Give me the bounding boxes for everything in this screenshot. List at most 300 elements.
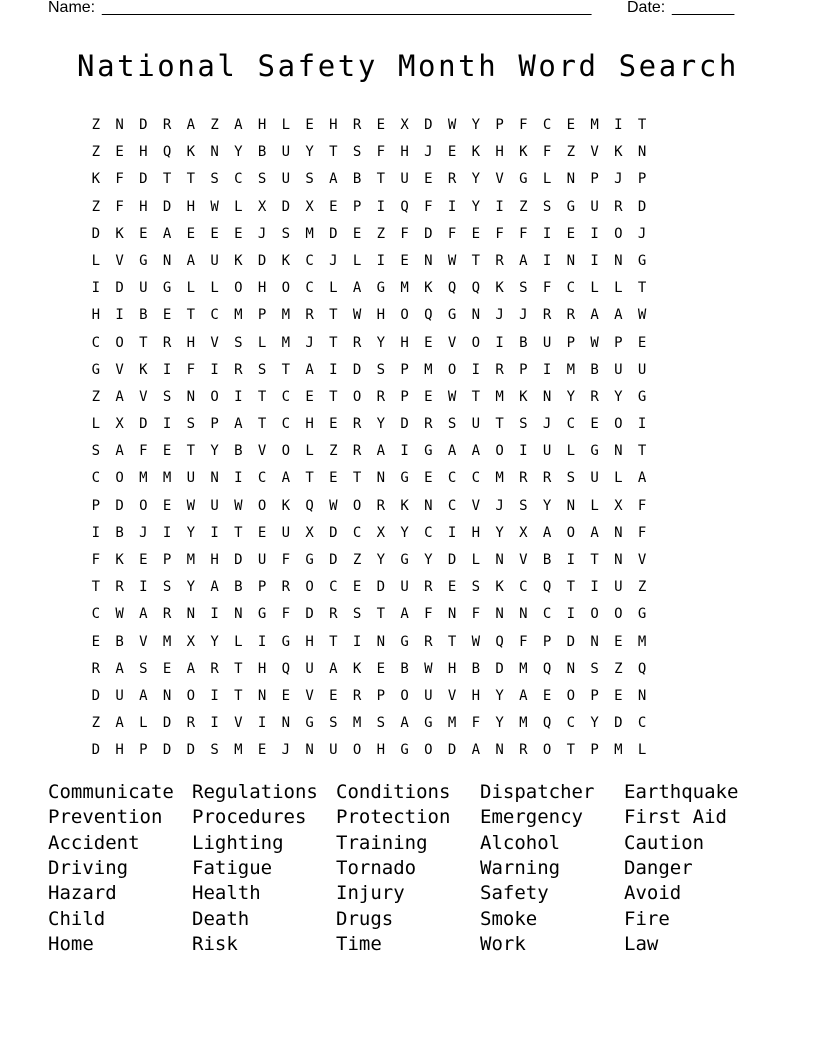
grid-letter: U (542, 334, 552, 351)
grid-letter: E (257, 524, 267, 541)
word-list-item: Child (48, 907, 106, 930)
grid-letter: O (447, 361, 457, 378)
word-list (48, 780, 768, 960)
grid-row (84, 548, 654, 575)
grid-letter: T (637, 117, 647, 133)
grid-letter: X (115, 416, 124, 433)
grid-letter: N (234, 606, 243, 623)
grid-letter: R (590, 388, 599, 405)
grid-letter: G (400, 742, 409, 759)
grid-letter: Z (519, 198, 528, 215)
grid-letter: V (257, 443, 267, 460)
grid-letter: A (234, 416, 243, 433)
grid-letter: X (614, 497, 623, 514)
grid-letter: T (471, 388, 481, 405)
grid-letter: N (210, 144, 219, 161)
grid-letter: C (566, 416, 576, 433)
grid-letter: A (115, 660, 124, 677)
word-list-item: Conditions (336, 781, 451, 803)
grid-letter: D (424, 117, 433, 133)
grid-letter: L (590, 280, 599, 297)
grid-letter: O (495, 443, 504, 460)
grid-letter: N (566, 252, 576, 269)
grid-letter: G (400, 470, 409, 487)
grid-letter: C (234, 171, 243, 188)
grid-letter: O (614, 606, 623, 623)
grid-letter: Z (352, 552, 362, 568)
grid-letter: M (162, 470, 172, 487)
word-list-item: First Aid (624, 806, 727, 829)
grid-letter: Y (234, 144, 243, 161)
grid-letter: D (329, 552, 338, 568)
grid-letter: N (614, 252, 623, 269)
grid-letter: A (614, 307, 623, 324)
grid-letter: O (352, 497, 362, 514)
grid-letter: F (281, 606, 291, 623)
grid-letter: F (281, 552, 291, 568)
word-list-item: Risk (192, 932, 238, 955)
grid-letter: S (566, 470, 576, 487)
grid-letter: T (329, 388, 338, 405)
grid-row (84, 494, 654, 521)
grid-letter: N (495, 606, 504, 623)
grid-letter: E (281, 687, 291, 704)
grid-letter: F (376, 144, 386, 161)
grid-letter: E (162, 660, 172, 677)
grid-letter: T (376, 606, 386, 623)
grid-letter: U (614, 361, 623, 378)
grid-letter: E (305, 388, 314, 405)
grid-letter: I (210, 361, 219, 378)
grid-letter: P (519, 361, 528, 378)
grid-letter: I (614, 117, 623, 133)
grid-letter: Q (542, 660, 552, 677)
grid-letter: Y (210, 633, 219, 650)
grid-letter: Q (305, 497, 314, 514)
grid-letter: A (115, 443, 124, 460)
grid-letter: E (614, 633, 623, 650)
grid-letter: C (329, 579, 338, 596)
grid-letter: V (305, 687, 314, 704)
grid-letter: M (281, 307, 291, 324)
grid-letter: Y (614, 388, 623, 405)
grid-row (84, 303, 654, 330)
grid-letter: C (566, 715, 576, 732)
grid-letter: V (210, 334, 219, 351)
grid-letter: T (305, 470, 314, 487)
grid-letter: R (566, 307, 576, 324)
grid-letter: R (186, 715, 196, 732)
grid-letter: Y (376, 334, 386, 351)
grid-letter: R (376, 388, 386, 405)
grid-letter: G (590, 443, 599, 460)
grid-letter: N (471, 307, 481, 324)
grid-letter: R (281, 579, 291, 596)
grid-letter: R (162, 606, 172, 623)
grid-letter: K (614, 144, 623, 161)
grid-row (84, 195, 654, 222)
grid-letter: B (352, 171, 362, 188)
grid-letter: H (91, 307, 101, 324)
grid-letter: E (210, 225, 219, 242)
grid-letter: Q (471, 280, 481, 297)
grid-letter: E (329, 470, 338, 487)
grid-letter: H (210, 552, 219, 568)
grid-letter: N (566, 497, 576, 514)
grid-letter: S (257, 361, 267, 378)
grid-letter: D (115, 497, 124, 514)
grid-letter: N (305, 742, 314, 759)
grid-letter: G (519, 171, 528, 188)
grid-row (84, 684, 654, 711)
grid-letter: F (519, 633, 528, 650)
grid-letter: N (447, 606, 457, 623)
grid-letter: T (471, 252, 481, 269)
grid-letter: J (637, 225, 647, 242)
grid-letter: R (352, 416, 362, 433)
grid-letter: I (495, 334, 504, 351)
grid-letter: S (471, 579, 481, 596)
grid-letter: D (352, 361, 362, 378)
grid-letter: I (566, 552, 576, 568)
grid-letter: Z (91, 144, 101, 161)
grid-letter: I (637, 416, 647, 433)
grid-letter: N (115, 117, 124, 133)
word-list-item: Hazard (48, 882, 117, 905)
grid-letter: K (234, 252, 243, 269)
grid-letter: U (139, 280, 148, 297)
grid-letter: P (590, 171, 599, 188)
grid-letter: E (186, 225, 196, 242)
grid-letter: G (305, 715, 314, 732)
grid-letter: L (614, 280, 623, 297)
word-list-item: Earthquake (624, 781, 739, 803)
grid-letter: D (91, 742, 101, 759)
grid-letter: E (139, 225, 148, 242)
grid-letter: K (91, 171, 101, 188)
grid-letter: J (495, 497, 504, 514)
grid-letter: B (234, 443, 243, 460)
grid-letter: K (519, 388, 528, 405)
grid-letter: G (637, 252, 647, 269)
grid-letter: K (186, 144, 196, 161)
grid-letter: S (257, 171, 267, 188)
grid-letter: Q (542, 715, 552, 732)
grid-letter: D (91, 687, 101, 704)
grid-letter: S (519, 416, 528, 433)
grid-letter: N (566, 660, 576, 677)
grid-letter: C (352, 524, 362, 541)
grid-letter: S (329, 715, 338, 732)
grid-letter: W (590, 334, 599, 351)
grid-letter: E (542, 687, 552, 704)
grid-letter: G (424, 715, 433, 732)
grid-letter: F (447, 225, 457, 242)
grid-letter: H (471, 687, 481, 704)
grid-letter: N (614, 524, 623, 541)
grid-letter: W (637, 307, 647, 324)
grid-letter: N (210, 470, 219, 487)
grid-letter: Z (91, 715, 101, 732)
grid-letter: B (115, 524, 124, 541)
grid-letter: X (519, 524, 528, 541)
word-list-item: Health (192, 882, 261, 905)
grid-letter: Z (566, 144, 576, 161)
grid-letter: E (234, 225, 243, 242)
grid-letter: I (329, 361, 338, 378)
grid-letter: E (352, 579, 362, 596)
grid-letter: U (542, 443, 552, 460)
grid-letter: M (519, 660, 528, 677)
grid-letter: S (519, 497, 528, 514)
word-list-item: Fatigue (192, 856, 273, 879)
grid-letter: H (257, 117, 267, 133)
grid-letter: C (281, 388, 291, 405)
word-list-item: Danger (624, 856, 693, 879)
grid-letter: N (186, 606, 196, 623)
grid-letter: L (566, 443, 576, 460)
grid-letter: W (447, 388, 457, 405)
grid-letter: I (91, 524, 101, 541)
word-list-item: Avoid (624, 882, 682, 905)
grid-letter: E (115, 144, 124, 161)
grid-letter: R (162, 334, 172, 351)
grid-letter: D (162, 715, 172, 732)
word-list-item: Driving (48, 856, 129, 879)
grid-letter: E (162, 307, 172, 324)
grid-letter: I (162, 416, 172, 433)
grid-letter: K (400, 497, 409, 514)
grid-letter: M (162, 633, 172, 650)
word-list-item: Warning (480, 856, 561, 879)
grid-letter: M (424, 361, 433, 378)
grid-letter: V (115, 252, 124, 269)
grid-letter: E (424, 388, 433, 405)
grid-letter: H (186, 334, 196, 351)
grid-letter: I (447, 524, 457, 541)
grid-letter: I (257, 633, 267, 650)
grid-letter: D (115, 280, 124, 297)
grid-letter: H (257, 660, 267, 677)
grid-letter: O (614, 225, 623, 242)
grid-letter: Y (590, 715, 599, 732)
grid-letter: T (234, 524, 243, 541)
grid-letter: Y (495, 687, 504, 704)
grid-letter: N (614, 552, 623, 568)
grid-row (84, 331, 654, 358)
grid-letter: L (281, 117, 291, 133)
grid-letter: O (471, 334, 481, 351)
grid-letter: S (234, 334, 243, 351)
word-list-item: Dispatcher (480, 781, 595, 803)
grid-letter: L (210, 280, 219, 297)
grid-letter: H (305, 416, 314, 433)
grid-letter: I (162, 361, 172, 378)
grid-letter: P (257, 307, 267, 324)
grid-row (84, 521, 654, 548)
grid-letter: F (471, 715, 481, 732)
grid-letter: R (352, 687, 362, 704)
word-list-item: Protection (336, 806, 451, 829)
grid-letter: S (210, 171, 219, 188)
grid-letter: K (495, 280, 504, 297)
grid-letter: U (210, 497, 219, 514)
grid-letter: X (257, 198, 267, 215)
grid-letter: R (495, 252, 504, 269)
grid-letter: D (447, 742, 457, 759)
grid-letter: H (186, 198, 196, 215)
grid-letter: P (162, 552, 172, 568)
grid-letter: L (139, 715, 148, 732)
grid-letter: R (115, 579, 124, 596)
grid-letter: I (210, 687, 219, 704)
grid-letter: F (542, 280, 552, 297)
grid-letter: T (590, 552, 599, 568)
grid-letter: M (495, 470, 504, 487)
grid-letter: W (210, 198, 219, 215)
grid-letter: Y (566, 388, 576, 405)
grid-letter: L (590, 497, 599, 514)
grid-letter: D (376, 579, 386, 596)
grid-letter: T (637, 443, 647, 460)
grid-letter: R (542, 470, 552, 487)
grid-letter: T (329, 307, 338, 324)
grid-letter: E (614, 687, 623, 704)
grid-letter: R (519, 742, 528, 759)
grid-letter: I (234, 470, 243, 487)
grid-letter: O (614, 416, 623, 433)
grid-letter: T (139, 334, 148, 351)
grid-letter: V (139, 388, 148, 405)
grid-letter: O (257, 497, 267, 514)
grid-letter: J (281, 742, 291, 759)
grid-letter: F (637, 497, 647, 514)
grid-letter: H (400, 144, 409, 161)
grid-letter: A (115, 388, 124, 405)
grid-letter: P (614, 334, 623, 351)
grid-row (84, 412, 654, 439)
grid-letter: A (400, 606, 409, 623)
grid-letter: R (519, 470, 528, 487)
grid-letter: D (424, 225, 433, 242)
grid-letter: D (162, 198, 172, 215)
grid-letter: J (424, 144, 433, 161)
grid-letter: E (329, 198, 338, 215)
word-list-item: Time (336, 932, 382, 955)
grid-letter: B (115, 633, 124, 650)
grid-letter: M (400, 280, 409, 297)
grid-letter: G (566, 198, 576, 215)
grid-letter: V (139, 633, 148, 650)
grid-letter: Y (495, 524, 504, 541)
grid-letter: B (400, 660, 409, 677)
grid-letter: L (257, 334, 267, 351)
grid-letter: C (447, 470, 457, 487)
grid-letter: T (329, 633, 338, 650)
grid-letter: E (566, 117, 576, 133)
grid-letter: A (637, 470, 647, 487)
grid-letter: B (139, 307, 148, 324)
grid-letter: A (352, 280, 362, 297)
grid-letter: D (637, 198, 647, 215)
grid-letter: Q (447, 280, 457, 297)
grid-letter: H (305, 633, 314, 650)
grid-letter: J (614, 171, 623, 188)
grid-letter: Y (424, 552, 433, 568)
grid-letter: G (281, 633, 291, 650)
grid-letter: D (400, 416, 409, 433)
grid-letter: D (495, 660, 504, 677)
grid-row (84, 575, 654, 602)
grid-letter: M (637, 633, 647, 650)
word-list-item: Emergency (480, 806, 583, 829)
grid-letter: N (637, 144, 647, 161)
grid-letter: N (257, 687, 267, 704)
grid-letter: J (519, 307, 528, 324)
grid-letter: I (590, 252, 599, 269)
grid-letter: A (210, 579, 219, 596)
grid-letter: T (281, 361, 291, 378)
grid-letter: U (281, 171, 291, 188)
grid-letter: T (257, 416, 267, 433)
grid-letter: A (281, 470, 291, 487)
word-list-item: Alcohol (480, 831, 561, 854)
grid-letter: N (590, 633, 599, 650)
grid-letter: S (376, 715, 386, 732)
grid-letter: S (91, 443, 101, 460)
grid-letter: I (210, 715, 219, 732)
grid-letter: O (352, 388, 362, 405)
grid-letter: U (281, 524, 291, 541)
grid-letter: T (495, 416, 504, 433)
grid-letter: L (186, 280, 196, 297)
grid-letter: R (352, 334, 362, 351)
grid-letter: B (542, 552, 552, 568)
name-blank-line: _______________________________________________________ (102, 0, 592, 16)
grid-letter: F (115, 198, 124, 215)
grid-letter: Q (637, 660, 647, 677)
grid-letter: A (471, 443, 481, 460)
grid-letter: F (424, 198, 433, 215)
grid-letter: W (471, 633, 481, 650)
grid-letter: Y (471, 117, 481, 133)
grid-letter: T (257, 388, 267, 405)
grid-letter: N (424, 497, 433, 514)
date-label: Date: (627, 0, 666, 16)
grid-letter: G (305, 552, 314, 568)
grid-letter: Q (495, 633, 504, 650)
grid-letter: A (139, 606, 148, 623)
grid-letter: A (519, 687, 528, 704)
grid-letter: A (519, 252, 528, 269)
grid-letter: N (376, 633, 386, 650)
grid-letter: S (162, 579, 172, 596)
grid-letter: Z (376, 225, 386, 242)
word-list-item: Safety (480, 882, 549, 905)
grid-letter: I (210, 606, 219, 623)
grid-letter: W (329, 497, 338, 514)
grid-letter: V (447, 334, 457, 351)
grid-letter: S (186, 416, 196, 433)
grid-letter: I (210, 524, 219, 541)
grid-row (84, 385, 654, 412)
grid-letter: I (471, 361, 481, 378)
grid-letter: Y (376, 552, 386, 568)
grid-letter: K (281, 252, 291, 269)
grid-letter: G (637, 388, 647, 405)
grid-letter: R (210, 660, 219, 677)
grid-letter: V (234, 715, 243, 732)
